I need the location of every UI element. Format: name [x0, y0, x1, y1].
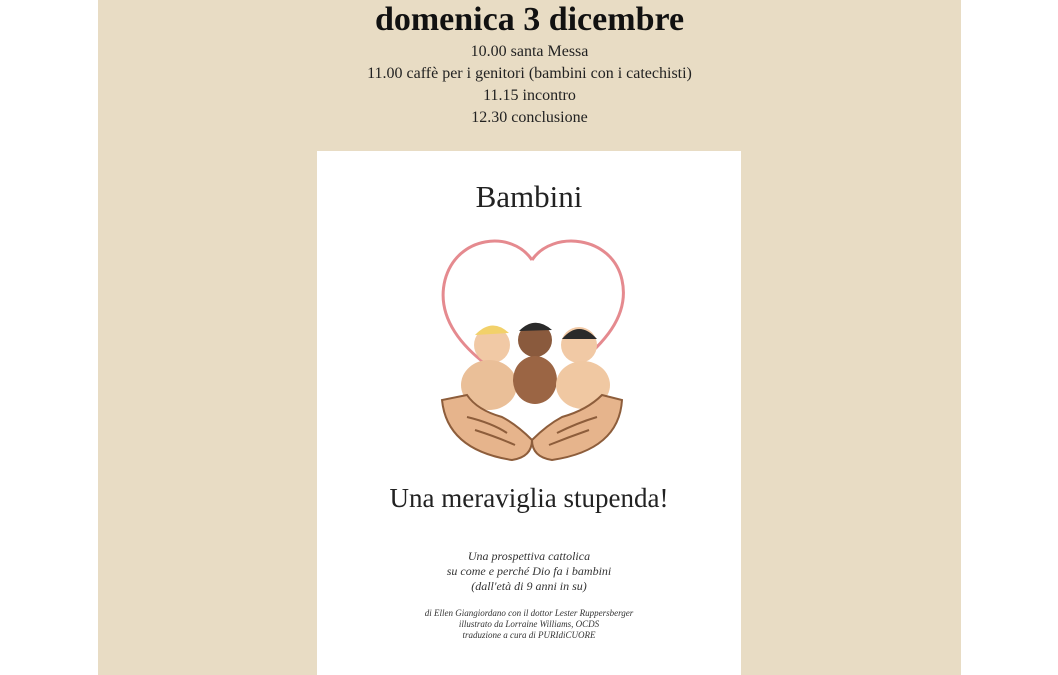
schedule-item: 10.00 santa Messa	[470, 43, 589, 60]
schedule-item: 11.00 caffè per i genitori (bambini con i catechisti)	[367, 65, 692, 82]
schedule-item: 11.15 incontro	[483, 87, 576, 104]
tagline-line: (dall'età di 9 anni in su)	[471, 579, 587, 593]
credits-line: illustrato da Lorraine Williams, OCDS	[458, 619, 600, 629]
hands-icon	[442, 395, 622, 460]
babies-icon	[461, 323, 610, 410]
credits-line: traduzione a cura di PURIdiCUORE	[462, 630, 596, 640]
event-panel	[98, 0, 961, 675]
event-date-heading: domenica 3 dicembre	[374, 1, 685, 38]
heart-hands-babies-illustration	[407, 235, 657, 485]
book-cover	[317, 151, 741, 675]
book-title: Bambini	[475, 179, 583, 214]
tagline-line: Una prospettiva cattolica	[467, 549, 591, 563]
schedule-item: 12.30 conclusione	[471, 109, 588, 126]
event-schedule	[98, 41, 961, 129]
book-tagline	[317, 549, 741, 594]
credits-line: di Ellen Giangiordano con il dottor Lester Ruppersberger	[424, 608, 634, 618]
tagline-line: su come e perché Dio fa i bambini	[446, 564, 612, 578]
book-subtitle: Una meraviglia stupenda!	[389, 483, 669, 513]
book-credits	[317, 608, 741, 641]
